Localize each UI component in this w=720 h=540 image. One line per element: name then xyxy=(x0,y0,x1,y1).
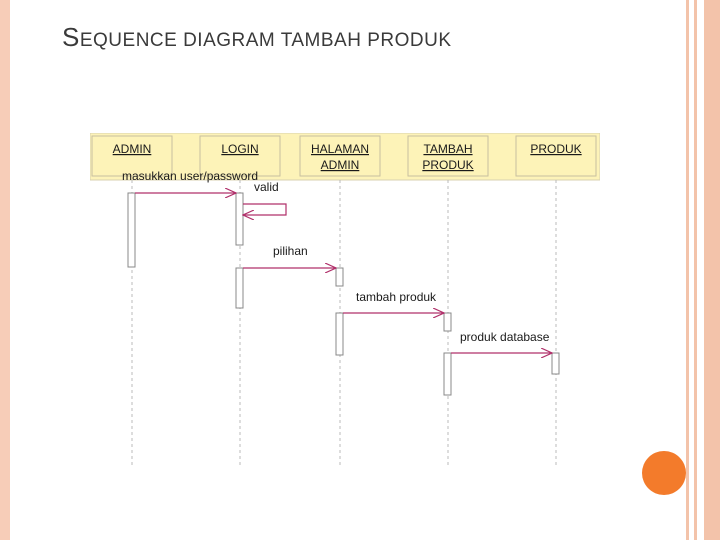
message-label-tambah-produk: tambah produk xyxy=(356,290,437,304)
lifeline-label-admin: ADMIN xyxy=(112,142,152,156)
stripe-2 xyxy=(694,0,697,540)
lifeline-label-tambah-produk-line2: PRODUK xyxy=(422,158,474,172)
lifeline-label-produk: PRODUK xyxy=(530,142,582,156)
activation-login-1 xyxy=(236,193,243,245)
activation-admin xyxy=(128,193,135,267)
message-masukkan xyxy=(122,169,258,193)
lifeline-label-halaman-admin-line2: ADMIN xyxy=(320,158,360,172)
decorative-orange-circle xyxy=(642,451,686,495)
lifeline-halaman-admin xyxy=(300,136,380,176)
activation-produk xyxy=(552,353,559,374)
message-label-valid: valid xyxy=(254,180,279,194)
message-label-produk-database: produk database xyxy=(460,330,550,344)
message-produk-database xyxy=(451,330,552,353)
lifeline-label-tambah-produk-line1: TAMBAH xyxy=(423,142,473,156)
lifeline-produk xyxy=(516,136,596,176)
lifeline-label-halaman-admin-line1: HALAMAN xyxy=(310,142,370,156)
message-tambah-produk xyxy=(343,290,444,313)
activation-tambah-2 xyxy=(444,353,451,395)
activation-halaman-2 xyxy=(336,313,343,355)
message-pilihan xyxy=(243,244,336,268)
activation-login-2 xyxy=(236,268,243,308)
activation-bars xyxy=(128,193,559,395)
sequence-diagram xyxy=(90,133,600,473)
lifeline-dashes xyxy=(132,180,556,468)
lifeline-label-login: LOGIN xyxy=(221,142,259,156)
activation-tambah-1 xyxy=(444,313,451,331)
stripe-1 xyxy=(686,0,689,540)
activation-halaman-1 xyxy=(336,268,343,286)
message-valid xyxy=(243,180,286,215)
right-stripe-decoration xyxy=(686,0,720,540)
message-label-pilihan: pilihan xyxy=(273,244,308,258)
message-label-masukkan: masukkan user/password xyxy=(122,169,259,183)
left-border-decoration xyxy=(0,0,10,540)
slide-title: SEQUENCE DIAGRAM TAMBAH PRODUK xyxy=(62,22,452,52)
stripe-3 xyxy=(704,0,720,540)
lifeline-tambah-produk xyxy=(408,136,488,176)
